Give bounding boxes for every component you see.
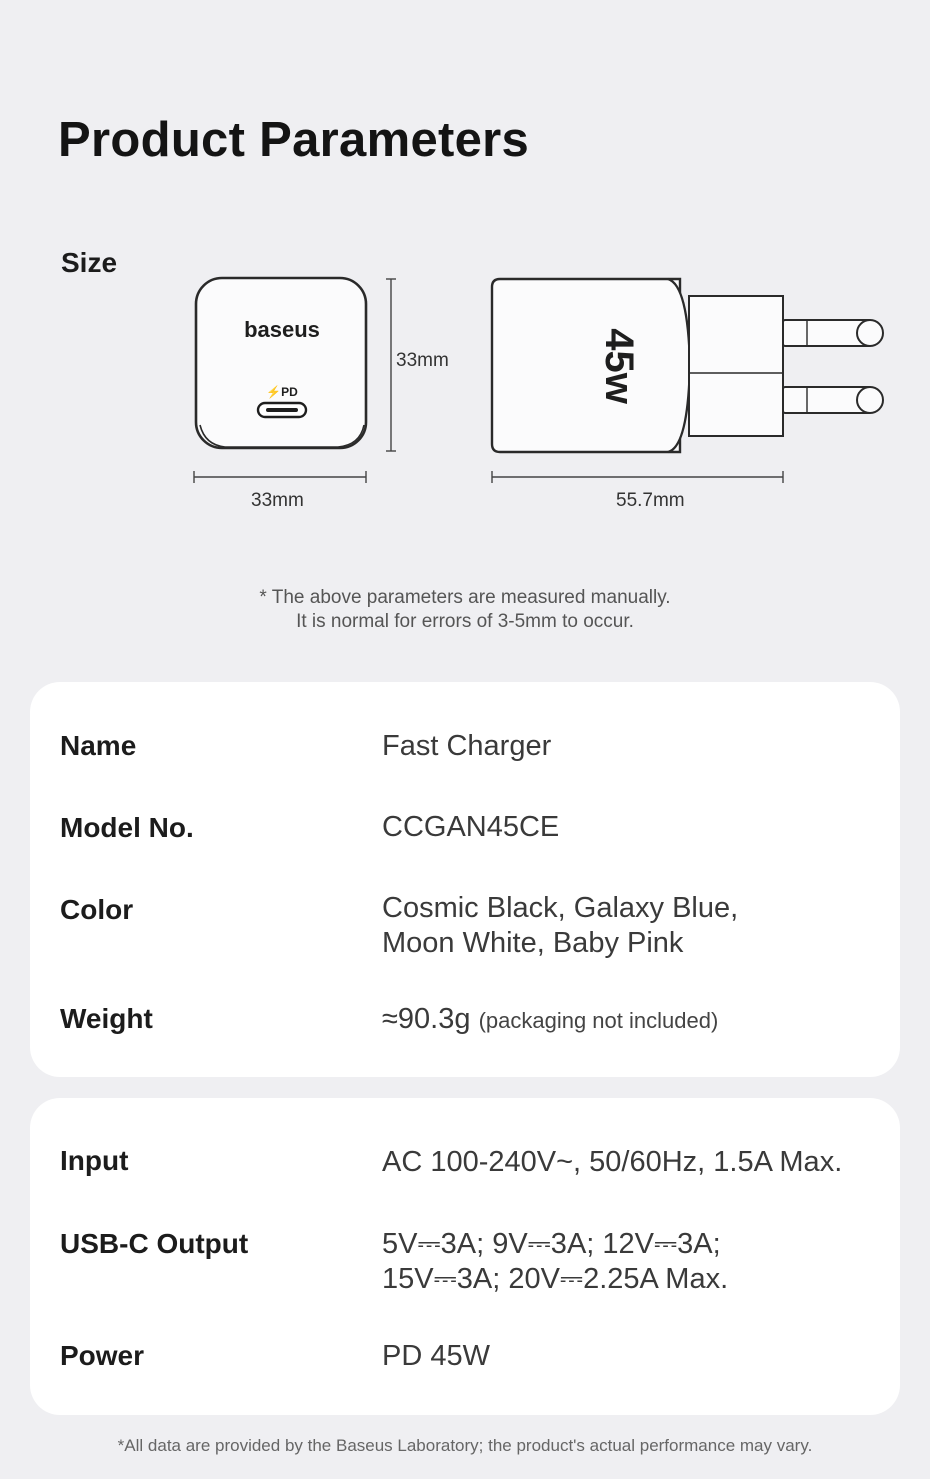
spec-label-weight: Weight xyxy=(60,1003,153,1034)
page-title: Product Parameters xyxy=(58,113,530,167)
spec-label-usb-c-output: USB-C Output xyxy=(60,1228,249,1259)
size-label: Size xyxy=(61,247,118,278)
charger-front-view xyxy=(196,278,366,448)
charger-dimension-diagram xyxy=(0,0,930,560)
length-dimension-label: 55.7mm xyxy=(616,490,685,511)
height-dimension-label: 33mm xyxy=(396,350,449,371)
side-print-45w: 45w xyxy=(597,328,641,404)
measurement-note-line: It is normal for errors of 3-5mm to occur. xyxy=(296,611,634,632)
spec-value-name: Fast Charger xyxy=(382,730,552,762)
width-dimension-label: 33mm xyxy=(251,490,304,511)
footer-disclaimer: *All data are provided by the Baseus Laboratory; the product's actual performance may vary. xyxy=(117,1436,813,1455)
spec-value-input: AC 100-240V~, 50/60Hz, 1.5A Max. xyxy=(382,1146,843,1178)
plug-pin-top xyxy=(783,320,883,346)
electrical-specs-card xyxy=(30,1098,900,1415)
spec-label-input: Input xyxy=(60,1145,129,1176)
spec-value-usb-c-output: 5V⎓3A; 9V⎓3A; 12V⎓3A; 15V⎓3A; 20V⎓2.25A Max. xyxy=(382,1228,729,1295)
measurement-note xyxy=(0,586,930,634)
length-dimension-line xyxy=(492,471,783,483)
width-dimension-line xyxy=(194,471,366,483)
brand-logo: baseus xyxy=(244,317,320,342)
basic-specs-card xyxy=(30,682,900,1077)
spec-label-name: Name xyxy=(60,730,137,761)
spec-value-power: PD 45W xyxy=(382,1340,490,1372)
spec-label-color: Color xyxy=(60,894,134,925)
charger-side-view xyxy=(492,279,883,452)
spec-label-model: Model No. xyxy=(60,812,194,843)
spec-label-power: Power xyxy=(60,1340,145,1371)
measurement-note-line: * The above parameters are measured manually. xyxy=(259,587,671,608)
pd-port-label: ⚡PD xyxy=(266,385,298,399)
plug-pin-bottom xyxy=(783,387,883,413)
spec-value-model: CCGAN45CE xyxy=(382,811,560,843)
spec-value-weight: ≈90.3g (packaging not included) xyxy=(382,1003,719,1035)
spec-value-color: Cosmic Black, Galaxy Blue, Moon White, Baby Pink xyxy=(382,892,739,959)
height-dimension-line xyxy=(386,279,396,451)
